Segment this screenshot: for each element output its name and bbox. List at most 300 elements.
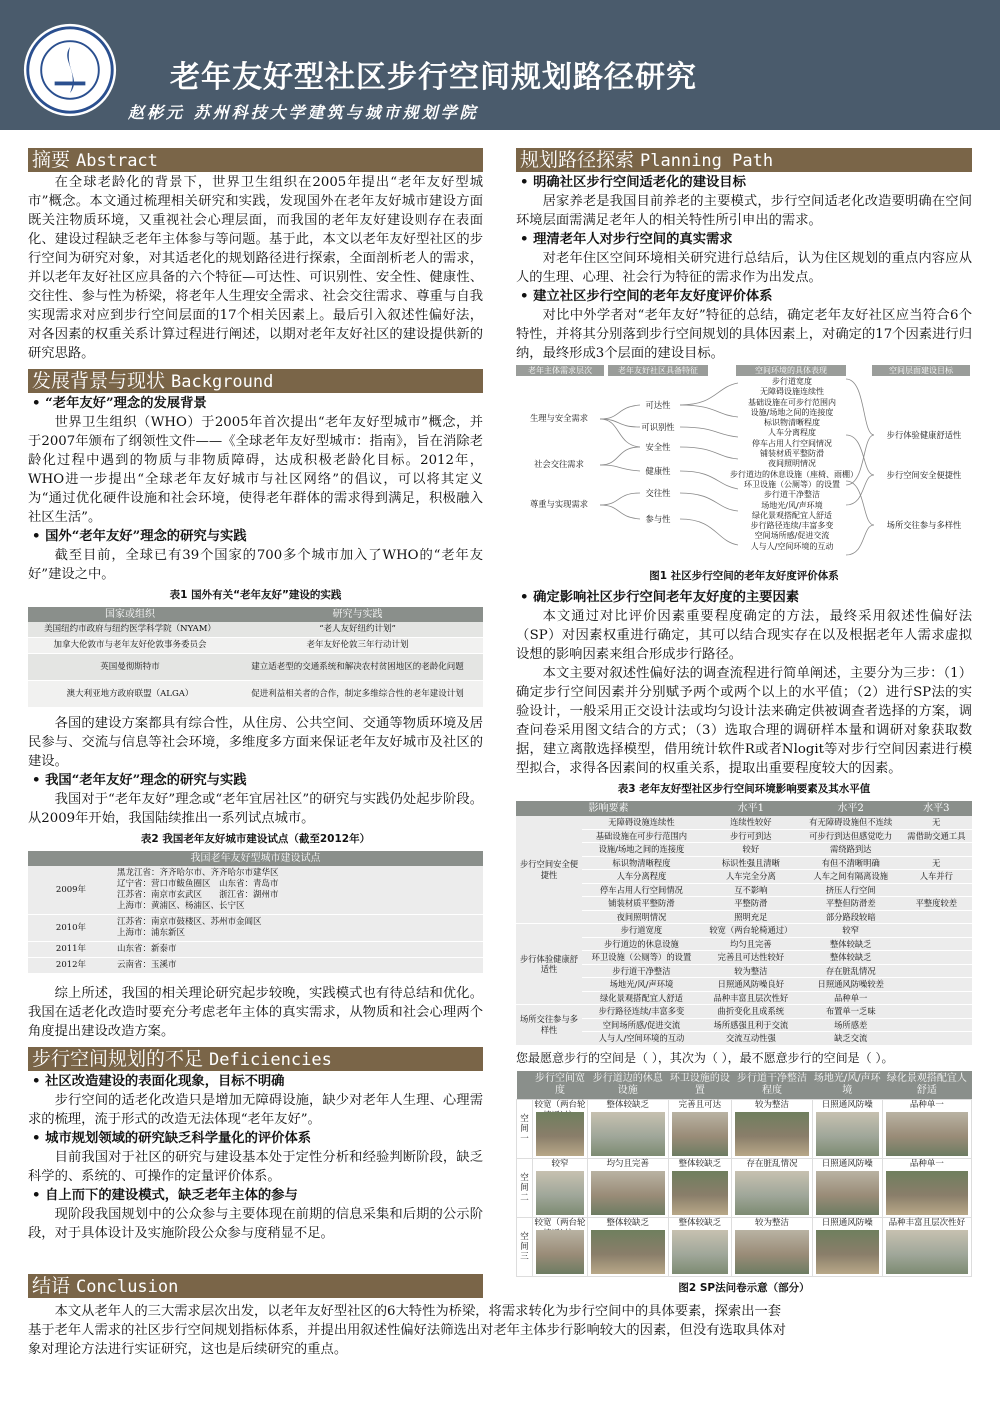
table-cell: 互不影响 — [701, 883, 801, 897]
table-row — [516, 856, 972, 870]
table-row — [517, 1217, 972, 1276]
table-header: 环卫设施的设置 — [668, 1071, 732, 1100]
photo-thumb — [886, 1230, 968, 1274]
group-cell: 场所交往参与多样性 — [516, 1005, 582, 1046]
table-cell: 建立适老型的交通系统和解决农村贫困地区的老龄化问题 — [232, 654, 483, 681]
table-row — [516, 1005, 972, 1019]
table-cell: 有但不清晰明确 — [801, 856, 901, 870]
table-header: 步行道干净整洁程度 — [732, 1071, 813, 1100]
photo-caption: 较为整洁 — [755, 1217, 790, 1228]
section-title: 规划路径探索 — [520, 149, 635, 171]
table-cell — [901, 937, 972, 951]
table-row — [516, 924, 972, 938]
bullet-heading: • “老年友好”理念的发展背景 — [28, 394, 483, 413]
goal-label: 步行空间安全便捷性 — [886, 470, 962, 480]
table-cell: 美国纽约市政府与纽约医学科学院（NYAM） — [28, 622, 232, 638]
photo-thumb — [591, 1230, 665, 1274]
paragraph: 现阶段我国规划中的公众参与主要体现在前期的信息采集和后期的公示阶段，对于具体设计及实施阶段公众参与度稍显不足。 — [28, 1207, 483, 1241]
table-cell: 无障碍设施连续性 — [582, 816, 701, 829]
need-label: 生理与安全需求 — [529, 413, 589, 423]
table-cell — [901, 964, 972, 978]
photo-thumb — [735, 1112, 809, 1156]
table-row — [517, 1099, 972, 1158]
section-title-en: Abstract — [76, 151, 158, 171]
table-cell: 澳大利亚地方政府联盟（ALGA） — [28, 681, 232, 708]
table-row — [28, 942, 483, 958]
table-row — [516, 978, 972, 992]
table-cell: 品种单一 — [801, 991, 901, 1005]
table-cell: 促进利益相关者的合作，制定多维综合性的老年建设计划 — [232, 681, 483, 708]
photo-cell — [813, 1159, 882, 1217]
table-row — [516, 816, 972, 829]
factor-item: 无障碍设施连续性 — [760, 387, 824, 397]
photo-caption: 整体较缺乏 — [606, 1217, 650, 1228]
photo-cell — [732, 1100, 812, 1158]
table-cell: 2009年 — [28, 866, 114, 915]
table-caption: 表3 老年友好型社区步行空间环境影响要素及其水平值 — [617, 783, 871, 795]
table-caption: 表1 国外有关“老年友好”建设的实践 — [169, 589, 342, 601]
photo-thumb — [735, 1171, 809, 1215]
table-cell: 缺乏交流 — [801, 1032, 901, 1046]
table-cell: 可步行到达但感觉吃力 — [801, 829, 901, 843]
section-title: 摘要 — [32, 149, 71, 171]
paragraph: 我国对于“老年友好”理念或“老年宜居社区”的研究与实践仍处起步阶段。从2009年开始，我国陆续推出一系列试点城市。 — [28, 792, 483, 826]
photo-caption: 较宽（两台轮 — [534, 1099, 586, 1110]
bullet-heading: • 建立社区步行空间的老年友好度评价体系 — [516, 287, 972, 306]
conclusion-body — [28, 1302, 788, 1359]
table-cell: 铺装材质平整防滑 — [582, 897, 701, 911]
table-row — [516, 937, 972, 951]
city-line: 上海市：浦东新区 — [117, 928, 186, 938]
table-cell: “老人友好纽约计划” — [232, 622, 483, 638]
table-row — [28, 915, 483, 942]
table-row — [28, 622, 483, 638]
table-row — [516, 897, 972, 911]
survey-cell — [812, 1158, 882, 1217]
photo-caption: 日照通风防噪 — [821, 1217, 873, 1228]
table-cell: 品种丰富且层次性好 — [701, 991, 801, 1005]
goal-label: 场所交往参与多样性 — [886, 520, 962, 530]
feature-label: 参与性 — [645, 514, 671, 524]
photo-caption: 品种单一 — [909, 1099, 944, 1110]
table-cell: 照明充足 — [701, 910, 801, 924]
table-cell — [901, 1018, 972, 1032]
table-cell: 较为整洁 — [701, 964, 801, 978]
conclusion-text: 本文从老年人的三大需求层次出发，以老年友好型社区的6大特性为桥梁，将需求转化为步行空间中的具体要素，探索出一套基于老年人需求的社区步行空间规划指标体系，并提出用叙述性偏好法筛选出对老年主体步行影响较大的因素，但没有选取具体对象对理论方法进行实证研究，这也是后续研究的重点。 — [28, 1304, 786, 1357]
photo-cell — [813, 1218, 882, 1276]
table-cell — [114, 958, 483, 974]
paragraph: 各国的建设方案都具有综合性，从住房、公共空间、交通等物质环境及居民参与、交流与信息等社会环境，多维度多方面来保证老年友好城市及社区的建设。 — [28, 716, 483, 769]
bullet-heading: • 国外“老年友好”理念的研究与实践 — [28, 527, 483, 546]
table-row — [516, 991, 972, 1005]
table-cell — [901, 883, 972, 897]
table-cell: 步行路径连续/丰富多变 — [582, 1005, 701, 1019]
table-row — [28, 681, 483, 708]
table-cell: 有无障碍设施但不连续 — [801, 816, 901, 829]
table-cell: 标识物清晰程度 — [582, 856, 701, 870]
goal-label: 步行体验健康舒适性 — [886, 430, 962, 440]
survey-cell — [812, 1217, 882, 1276]
photo-caption: 完善且可达 — [678, 1099, 722, 1110]
table-cell: 较宽（两台轮椅通过） — [701, 924, 801, 938]
photo-thumb — [591, 1171, 665, 1215]
table-cell: 整体较缺乏 — [801, 951, 901, 965]
photo-thumb — [591, 1112, 665, 1156]
survey-question: 您最愿意步行的空间是（ ），其次为（ ），最不愿意步行的空间是（ ）。 — [516, 1050, 894, 1065]
paragraph: 目前我国对于社区的研究与建设基本处于定性分析和经验判断阶段，缺乏科学的、系统的、可操作的定量评价体系。 — [28, 1150, 483, 1184]
section-abstract — [28, 148, 483, 172]
survey-cell — [882, 1158, 971, 1217]
table-cell: 挤压人行空间 — [801, 883, 901, 897]
table-row — [516, 910, 972, 924]
bullet-heading: • 社区改造建设的表面化现象，目标不明确 — [28, 1072, 483, 1091]
university-logo — [22, 22, 118, 118]
photo-thumb — [672, 1230, 729, 1274]
table-cell: 环卫设施（公厕等）的设置 — [582, 951, 701, 965]
factor-item: 铺装材质平整防滑 — [760, 449, 824, 459]
photo-thumb — [536, 1230, 584, 1274]
table-cell — [901, 843, 972, 857]
table-cell: 老年友好伦敦三年行动计划 — [232, 638, 483, 654]
city-line: 江苏省：南京市玄武区 浙江省：湖州市 — [117, 890, 279, 900]
photo-thumb — [735, 1230, 809, 1274]
photo-cell — [588, 1159, 668, 1217]
feature-label: 健康性 — [645, 466, 671, 476]
photo-caption: 整体较缺乏 — [606, 1099, 650, 1110]
table-header: 国家或组织 — [28, 607, 232, 622]
table-cell: 交流互动性强 — [701, 1032, 801, 1046]
table-header-corner — [517, 1071, 533, 1100]
photo-thumb — [672, 1112, 729, 1156]
left-column — [28, 146, 483, 1243]
table-cell: 停车占用人行空间情况 — [582, 883, 701, 897]
factor-list — [730, 377, 858, 552]
table-header: 绿化景观搭配宜人舒适 — [882, 1071, 971, 1100]
section-title-en: Deficiencies — [209, 1050, 332, 1070]
table-row — [28, 654, 483, 681]
bullet-heading: • 自上而下的建设模式，缺乏老年主体的参与 — [28, 1186, 483, 1205]
table-cell: 步行可到达 — [701, 829, 801, 843]
photo-caption: 日照通风防噪 — [821, 1099, 873, 1110]
survey-table — [516, 1071, 972, 1277]
photo-cell — [883, 1100, 971, 1158]
table-cell: 设施/场地之间的连接度 — [582, 843, 701, 857]
group-cell: 步行空间安全便捷性 — [516, 816, 582, 924]
table-cell: 部分路段较暗 — [801, 910, 901, 924]
survey-cell — [732, 1158, 813, 1217]
table-cell — [901, 1005, 972, 1019]
factor-item: 绿化景观搭配宜人舒适 — [752, 510, 832, 520]
photo-cell — [533, 1218, 587, 1276]
photo-thumb — [536, 1171, 584, 1215]
table-row — [517, 1158, 972, 1217]
header-banner — [0, 0, 1000, 130]
paragraph: 综上所述，我国的相关理论研究起步较晚，实践模式也有待总结和优化。我国在适老化改造时要充分考虑老年主体的真实需求，从物质和社会心理两个角度提出建设改造方案。 — [28, 986, 483, 1039]
photo-cell — [883, 1159, 971, 1217]
paragraph: 截至目前，全球已有39个国家的700多个城市加入了WHO的“老年友好”建设之中。 — [28, 548, 483, 582]
survey-cell — [882, 1217, 971, 1276]
table-cell: 场所感强且利于交流 — [701, 1018, 801, 1032]
table-row — [516, 829, 972, 843]
table-header: 研究与实践 — [232, 607, 483, 622]
table-cell: 2010年 — [28, 915, 114, 942]
table-header: 水平1 — [701, 801, 801, 816]
survey-cell — [533, 1217, 588, 1276]
factor-item: 设施/场地之间的连接度 — [750, 407, 834, 417]
table-row — [516, 1018, 972, 1032]
table-cell: 平整但防滑差 — [801, 897, 901, 911]
section-title-en: Conclusion — [76, 1277, 179, 1297]
table-cell — [901, 910, 972, 924]
fig-column-header: 老年主体需求层次 — [516, 365, 604, 376]
table-cell: 步行道干净整洁 — [582, 964, 701, 978]
city-line: 云南省：玉溪市 — [117, 960, 177, 970]
table-cell: 人车并行 — [901, 870, 972, 884]
table-header: 水平3 — [901, 801, 972, 816]
photo-cell — [669, 1100, 732, 1158]
factor-item: 夜间照明情况 — [768, 459, 816, 469]
photo-thumb — [672, 1171, 729, 1215]
table-cell: 步行道宽度 — [582, 924, 701, 938]
factor-item: 空间场所感/促进交流 — [754, 531, 830, 541]
photo-caption: 品种丰富且层次性好 — [888, 1217, 966, 1228]
table-cell: 人车完全分离 — [701, 870, 801, 884]
row-label: 空间一 — [517, 1099, 533, 1158]
survey-cell — [732, 1217, 813, 1276]
photo-cell — [588, 1218, 668, 1276]
section-title-en: Planning Path — [640, 151, 774, 171]
section-title: 发展背景与现状 — [32, 370, 166, 392]
table-cell: 需绕路到达 — [801, 843, 901, 857]
figure-evaluation-system — [516, 365, 972, 565]
bullet-heading: • 城市规划领域的研究缺乏科学量化的评价体系 — [28, 1129, 483, 1148]
need-label: 尊重与实现需求 — [529, 499, 589, 509]
table-row — [28, 866, 483, 915]
survey-cell — [668, 1158, 732, 1217]
photo-cell — [813, 1100, 882, 1158]
abstract-text: 在全球老龄化的背景下，世界卫生组织在2005年提出“老年友好型城市”概念。本文通过梳理相关研究和实践，发现国外在老年友好城市建设方面既关注物质环境，又重视社会心理层面，而我国的老年友好建设则存在表面化、建设过程缺乏老年主体参与等问题。基于此，本文以老年友好型社区的步行空间为研究对象，对其适老化的规划路径进行探索，全面剖析老人的需求，并以老年友好社区应具备的六个特征—可达性、可识别性、安全性、健康性、交往性、参与性为桥梁，将老年人生理安全需求、社会交往需求、尊重与自我实现需求对应到步行空间层面的17个相关因素上。最后引入叙述性偏好法，对各因素的权重关系计算过程进行阐述，以期对老年友好社区的建设提供新的研究思路。 — [28, 175, 483, 361]
survey-cell — [812, 1099, 882, 1158]
table-cell: 人车分离程度 — [582, 870, 701, 884]
city-line: 山东省：新泰市 — [117, 944, 177, 954]
factor-item: 人与人/空间环境的互动 — [750, 541, 834, 551]
survey-cell — [533, 1099, 588, 1158]
table-header: 场地光/风/声环境 — [812, 1071, 882, 1100]
table-cell — [901, 978, 972, 992]
survey-cell — [732, 1099, 813, 1158]
photo-thumb — [816, 1112, 879, 1156]
survey-cell — [587, 1217, 668, 1276]
city-line: 黑龙江省：齐齐哈尔市、齐齐哈尔市建华区 — [117, 868, 279, 878]
paragraph: 步行空间的适老化改造只是增加无障碍设施，缺少对老年人生理、心理需求的梳理，流于形式的改造无法体现“老年友好”。 — [28, 1093, 483, 1127]
table-cell: 较窄 — [801, 924, 901, 938]
fig-column-header: 老年友好社区具备特征 — [608, 365, 708, 376]
table-cell: 需借助交通工具 — [901, 829, 972, 843]
feature-label: 交往性 — [645, 488, 671, 498]
photo-cell — [669, 1159, 732, 1217]
photo-thumb — [886, 1171, 968, 1215]
table-cell: 连续性较好 — [701, 816, 801, 829]
survey-cell — [587, 1099, 668, 1158]
table-row — [516, 870, 972, 884]
poster-title: 老年友好型社区步行空间规划路径研究 — [170, 60, 697, 95]
table-row — [516, 951, 972, 965]
table-header: 水平2 — [801, 801, 901, 816]
group-cell: 步行体验健康舒适性 — [516, 924, 582, 1005]
photo-thumb — [816, 1230, 879, 1274]
section-deficiencies — [28, 1047, 483, 1071]
table-cell: 完善且可达性较好 — [701, 951, 801, 965]
factor-item: 基础设施在可步行范围内 — [748, 397, 836, 407]
table-cell — [114, 915, 483, 942]
table-china-pilots — [28, 851, 483, 974]
fig-column-header: 空间环境的具体表现 — [736, 365, 846, 376]
photo-caption: 品种单一 — [909, 1158, 944, 1169]
table-row — [516, 964, 972, 978]
table-cell: 均匀且完善 — [701, 937, 801, 951]
table-header: 我国老年友好型城市建设试点 — [28, 851, 483, 866]
photo-caption: 存在脏乱情况 — [746, 1158, 798, 1169]
paragraph: 本文通过对比评价因素重要程度确定的方法，最终采用叙述性偏好法（SP）对因素权重进行确定，其可以结合现实存在以及根据老年人需求虚拟设想的影响因素来组合形成步行路径。 — [516, 609, 972, 662]
survey-cell — [668, 1217, 732, 1276]
survey-cell — [533, 1158, 588, 1217]
table-cell: 标识性强且清晰 — [701, 856, 801, 870]
feature-label: 安全性 — [645, 442, 671, 452]
table-cell: 加拿大伦敦市与老年友好伦敦事务委员会 — [28, 638, 232, 654]
table-caption: 表2 我国老年友好城市建设试点（截至2012年） — [140, 833, 371, 845]
table-cell: 绿化景观搭配宜人舒适 — [582, 991, 701, 1005]
table-cell: 人车之间有隔离设施 — [801, 870, 901, 884]
table-cell: 场所感差 — [801, 1018, 901, 1032]
table-cell: 存在脏乱情况 — [801, 964, 901, 978]
city-line: 辽宁省：营口市鲅鱼圈区 山东省：青岛市 — [117, 879, 279, 889]
photo-cell — [883, 1218, 971, 1276]
right-column — [516, 146, 972, 1300]
factor-item: 场地光/风/声环境 — [761, 500, 823, 510]
section-title: 结语 — [32, 1275, 71, 1297]
feature-label: 可达性 — [645, 400, 671, 410]
section-title: 步行空间规划的不足 — [32, 1048, 204, 1070]
table-cell — [901, 924, 972, 938]
row-label: 空间三 — [517, 1217, 533, 1276]
table-cell — [114, 942, 483, 958]
table-cell: 较好 — [701, 843, 801, 857]
photo-thumb — [536, 1112, 584, 1156]
table-cell: 整体较缺乏 — [801, 937, 901, 951]
photo-caption: 较宽（两台轮 — [534, 1217, 586, 1228]
bullet-heading: • 我国“老年友好”理念的研究与实践 — [28, 771, 483, 790]
photo-thumb — [886, 1112, 968, 1156]
paragraph: 居家养老是我国目前养老的主要模式，步行空间适老化改造要明确在空间环境层面需满足老年人的相关特性所引申出的需求。 — [516, 194, 972, 228]
fig-column-header: 空间层面建设目标 — [872, 365, 970, 376]
factor-item: 步行道宽度 — [772, 377, 812, 386]
factor-item: 步行路径连续/丰富多变 — [750, 521, 834, 531]
table-cell: 曲折变化且成系统 — [701, 1005, 801, 1019]
city-line: 江苏省：南京市鼓楼区、苏州市金阊区 — [117, 917, 262, 927]
table-foreign-practice — [28, 607, 483, 708]
photo-caption: 整体较缺乏 — [678, 1158, 722, 1169]
paragraph: 对老年住区空间环境相关研究进行总结后，认为住区规划的重点内容应从人的生理、心理、社会行为特征的需求作为出发点。 — [516, 251, 972, 285]
photo-caption: 较窄 — [551, 1158, 569, 1169]
table-cell: 无 — [901, 856, 972, 870]
section-conclusion — [28, 1274, 483, 1298]
table-cell — [901, 951, 972, 965]
table-factors-levels — [516, 801, 972, 1046]
photo-cell — [588, 1100, 668, 1158]
table-row — [28, 638, 483, 654]
figure-caption: 图1 社区步行空间的老年友好度评价体系 — [649, 570, 839, 582]
factor-item: 人车分离程度 — [768, 428, 816, 438]
factor-item: 步行道边的休息设施（座椅、雨棚） — [730, 469, 858, 479]
table-cell: 步行道边的休息设施 — [582, 937, 701, 951]
table-cell: 基础设施在可步行范围内 — [582, 829, 701, 843]
table-cell — [114, 866, 483, 915]
factor-item: 停车占用人行空间情况 — [752, 438, 832, 448]
table-cell: 布置单一乏味 — [801, 1005, 901, 1019]
table-cell: 夜间照明情况 — [582, 910, 701, 924]
survey-cell — [882, 1099, 971, 1158]
city-line: 上海市：黄浦区、杨浦区、长宁区 — [117, 901, 245, 911]
section-planning — [516, 148, 972, 172]
survey-cell — [587, 1158, 668, 1217]
table-cell: 无 — [901, 816, 972, 829]
table-cell — [901, 1032, 972, 1046]
photo-caption: 整体较缺乏 — [678, 1217, 722, 1228]
factor-item: 步行道干净整洁 — [764, 490, 820, 500]
table-cell: 空间场所感/促进交流 — [582, 1018, 701, 1032]
photo-cell — [533, 1100, 587, 1158]
table-row — [516, 883, 972, 897]
paragraph: 本文主要对叙述性偏好法的调查流程进行简单阐述，主要分为三步：（1）确定步行空间因素并分别赋予两个或两个以上的水平值；（2）进行SP法的实验设计，一般采用正交设计法或均匀设计法来确定供被调查者选择的方案，调查问卷采用图文结合的方式；（3）选取合理的调研样本量和调研对象获取数据，建立离散选择模型，借用统计软件R或者Nlogit等对步行空间因素进行模型拟合，求得各因素间的权重关系，提取出重要程度较大的因素。 — [516, 666, 972, 776]
table-cell: 英国曼彻斯特市 — [28, 654, 232, 681]
photo-caption: 较为整洁 — [755, 1099, 790, 1110]
table-cell: 日照通风防噪较差 — [801, 978, 901, 992]
photo-thumb — [816, 1171, 879, 1215]
section-title-en: Background — [171, 372, 274, 392]
table-header: 影响要素 — [516, 801, 701, 816]
bullet-heading: • 明确社区步行空间适老化的建设目标 — [516, 173, 972, 192]
table-header: 步行道边的休息设施 — [587, 1071, 668, 1100]
table-cell: 2012年 — [28, 958, 114, 974]
feature-label: 可识别性 — [641, 422, 675, 432]
figure-caption: 图2 SP法问卷示意（部分） — [678, 1281, 810, 1294]
table-header: 步行空间宽度 — [533, 1071, 588, 1100]
bullet-heading: • 确定影响社区步行空间老年友好度的主要因素 — [516, 588, 972, 607]
factor-item: 标识物清晰程度 — [764, 418, 820, 428]
photo-cell — [732, 1159, 812, 1217]
photo-caption: 均匀且完善 — [606, 1158, 650, 1169]
table-cell: 人与人/空间环境的互动 — [582, 1032, 701, 1046]
bullet-heading: • 理清老年人对步行空间的真实需求 — [516, 230, 972, 249]
table-row — [516, 843, 972, 857]
paragraph: 世界卫生组织（WHO）于2005年首次提出“老年友好型城市”概念，并于2007年颁布了纲领性文件——《全球老年友好型城市：指南》，旨在消除老龄化过程中遇到的物质与非物质障碍，达成积极老龄化目标。2012年，WHO进一步提出“全球老年友好城市与社区网络”的倡议，可以将其定义为“通过优化硬件设施和社会环境，使得老年群体的需求得到满足，积极融入社区生活”。 — [28, 415, 483, 525]
section-background — [28, 369, 483, 393]
photo-caption: 日照通风防噪 — [821, 1158, 873, 1169]
table-cell: 2011年 — [28, 942, 114, 958]
survey-cell — [668, 1099, 732, 1158]
table-row — [28, 958, 483, 974]
poster-authors: 赵彬元 苏州科技大学建筑与城市规划学院 — [128, 103, 479, 122]
table-cell: 场地光/风/声环境 — [582, 978, 701, 992]
row-label: 空间二 — [517, 1158, 533, 1217]
table-cell: 平整度较差 — [901, 897, 972, 911]
need-label: 社会交往需求 — [534, 459, 584, 469]
photo-cell — [669, 1218, 732, 1276]
photo-cell — [732, 1218, 812, 1276]
photo-cell — [533, 1159, 587, 1217]
factor-item: 环卫设施（公厕等）的设置 — [744, 479, 840, 489]
paragraph: 对比中外学者对“老年友好”特征的总结，确定老年友好社区应当符合6个特性，并将其分别落到步行空间规划的具体因素上，对确定的17个因素进行归纳，最终形成3个层面的建设目标。 — [516, 308, 972, 361]
